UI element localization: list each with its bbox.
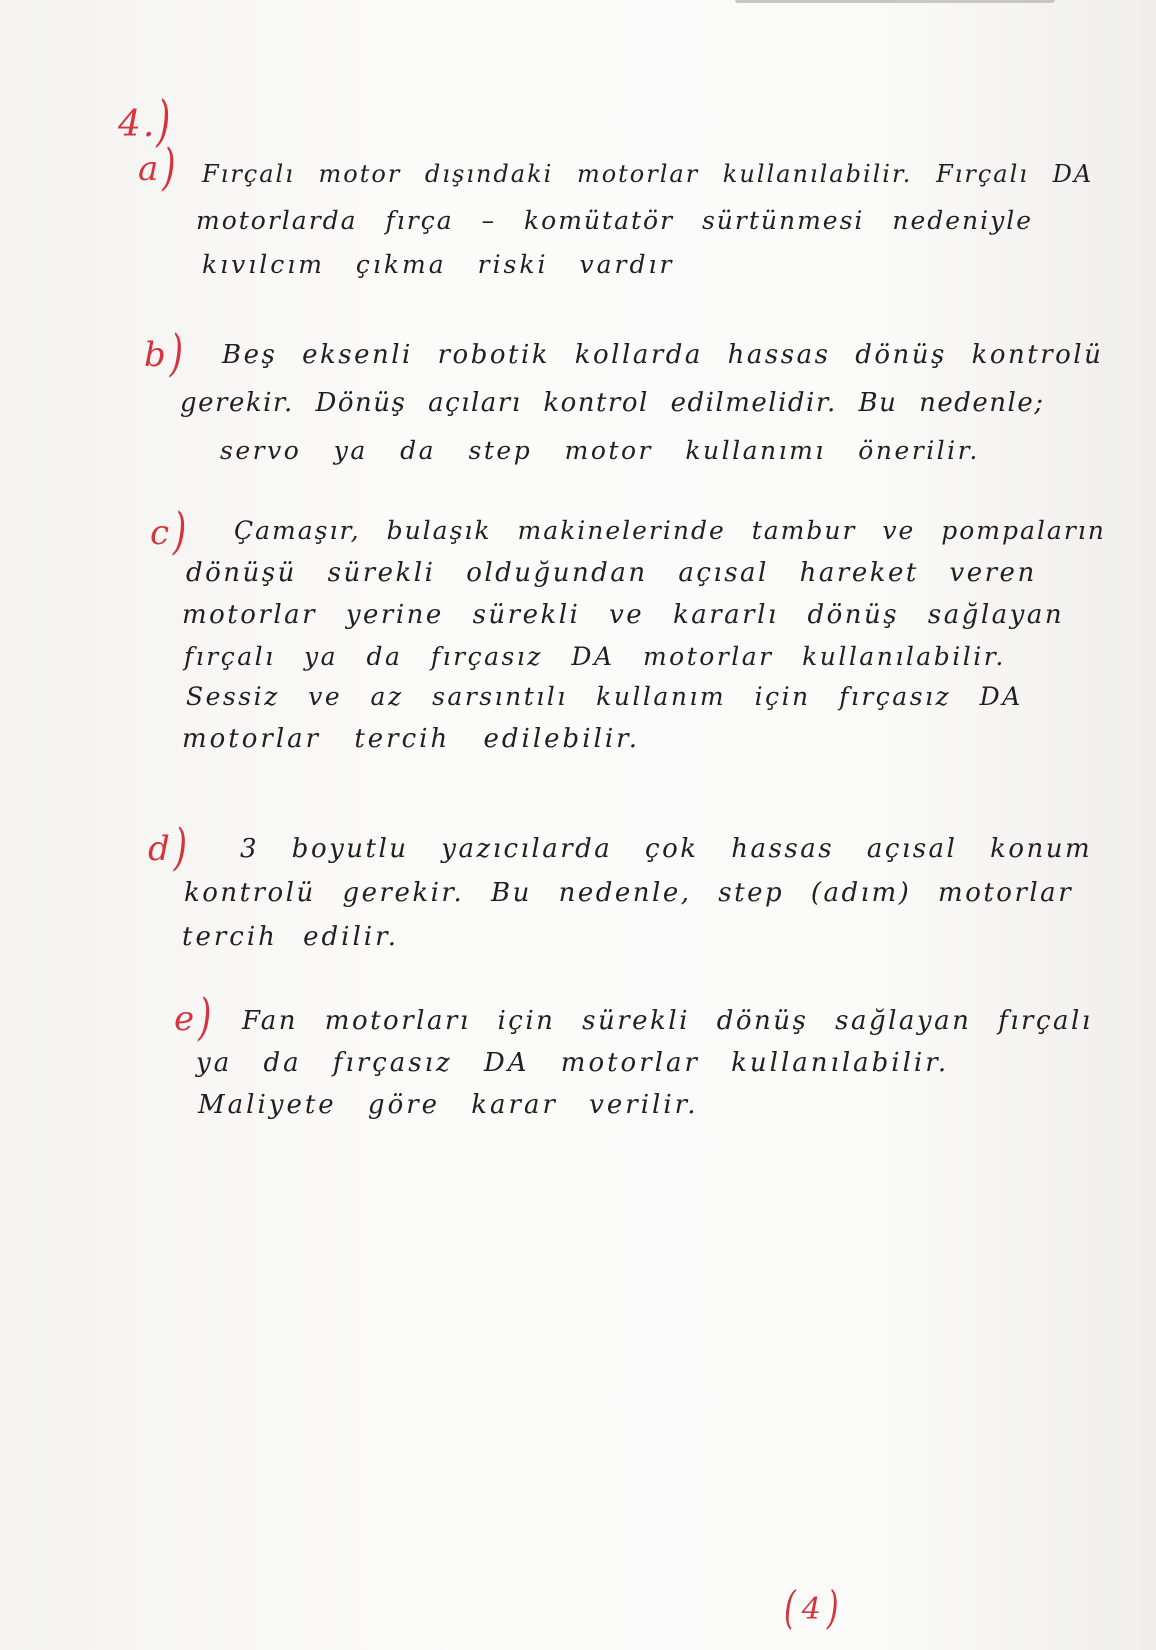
question-number-paren: ) [156,91,173,154]
answer-a-line-3: kıvılcım çıkma riski vardır [202,250,675,279]
answer-e-paren: ) [198,989,212,1048]
answer-c-line-1: Çamaşır, bulaşık makinelerinde tambur ve pompaların [234,516,1106,545]
answer-d-line-3: tercih edilir. [182,922,399,952]
answer-b-line-1: Beş eksenli robotik kollarda hassas dönüş kontrolü [222,340,1104,370]
answer-c-line-2: dönüşü sürekli olduğundan açısal hareket veren [186,558,1037,588]
answer-d-marker [148,819,188,878]
page-number [784,1582,839,1635]
page-number-open-paren: ( [784,1582,796,1635]
answer-a-paren: ) [162,139,176,198]
answer-c-paren: ) [173,503,187,562]
question-number-label: 4. [118,104,157,145]
page-number-value: 4 [801,1592,821,1627]
answer-a-line-1: Fırçalı motor dışındaki motorlar kullanılabilir. Fırçalı DA [202,160,1094,188]
answer-a-marker [138,139,176,198]
answer-e-letter: e [174,999,195,1039]
answer-c-line-3: motorlar yerine sürekli ve kararlı dönüş sağlayan [182,600,1065,630]
answer-d-line-2: kontrolü gerekir. Bu nedenle, step (adım) motorlar [184,878,1074,908]
answer-e-line-3: Maliyete göre karar verilir. [198,1090,699,1120]
answer-e-line-2: ya da fırçasız DA motorlar kullanılabilir. [196,1048,950,1078]
answer-e-line-1: Fan motorları için sürekli dönüş sağlayan fırçalı [242,1006,1093,1036]
answer-a-letter: a [138,149,159,189]
answer-c-line-5: Sessiz ve az sarsıntılı kullanım için fırçasız DA [186,682,1023,711]
page-edge-shadow [735,0,1055,3]
answer-c-line-6: motorlar tercih edilebilir. [182,724,640,754]
answer-b-line-2: gerekir. Dönüş açıları kontrol edilmelidir. Bu nedenle; [180,388,1045,418]
page-number-close-paren: ) [826,1582,839,1635]
answer-a-line-2: motorlarda fırça – komütatör sürtünmesi nedeniyle [196,206,1034,235]
answer-b-letter: b [144,335,166,375]
answer-b-line-3: servo ya da step motor kullanımı önerilir. [220,436,980,465]
answer-c-line-4: fırçalı ya da fırçasız DA motorlar kullanılabilir. [184,642,1006,671]
answer-d-line-1: 3 boyutlu yazıcılarda çok hassas açısal konum [240,834,1093,864]
answer-e-marker [174,989,212,1048]
answer-d-letter: d [148,829,170,869]
answer-d-paren: ) [173,819,188,878]
answer-b-marker [144,325,184,384]
answer-c-marker [150,503,187,562]
answer-b-paren: ) [169,325,184,384]
answer-c-letter: c [150,513,170,553]
